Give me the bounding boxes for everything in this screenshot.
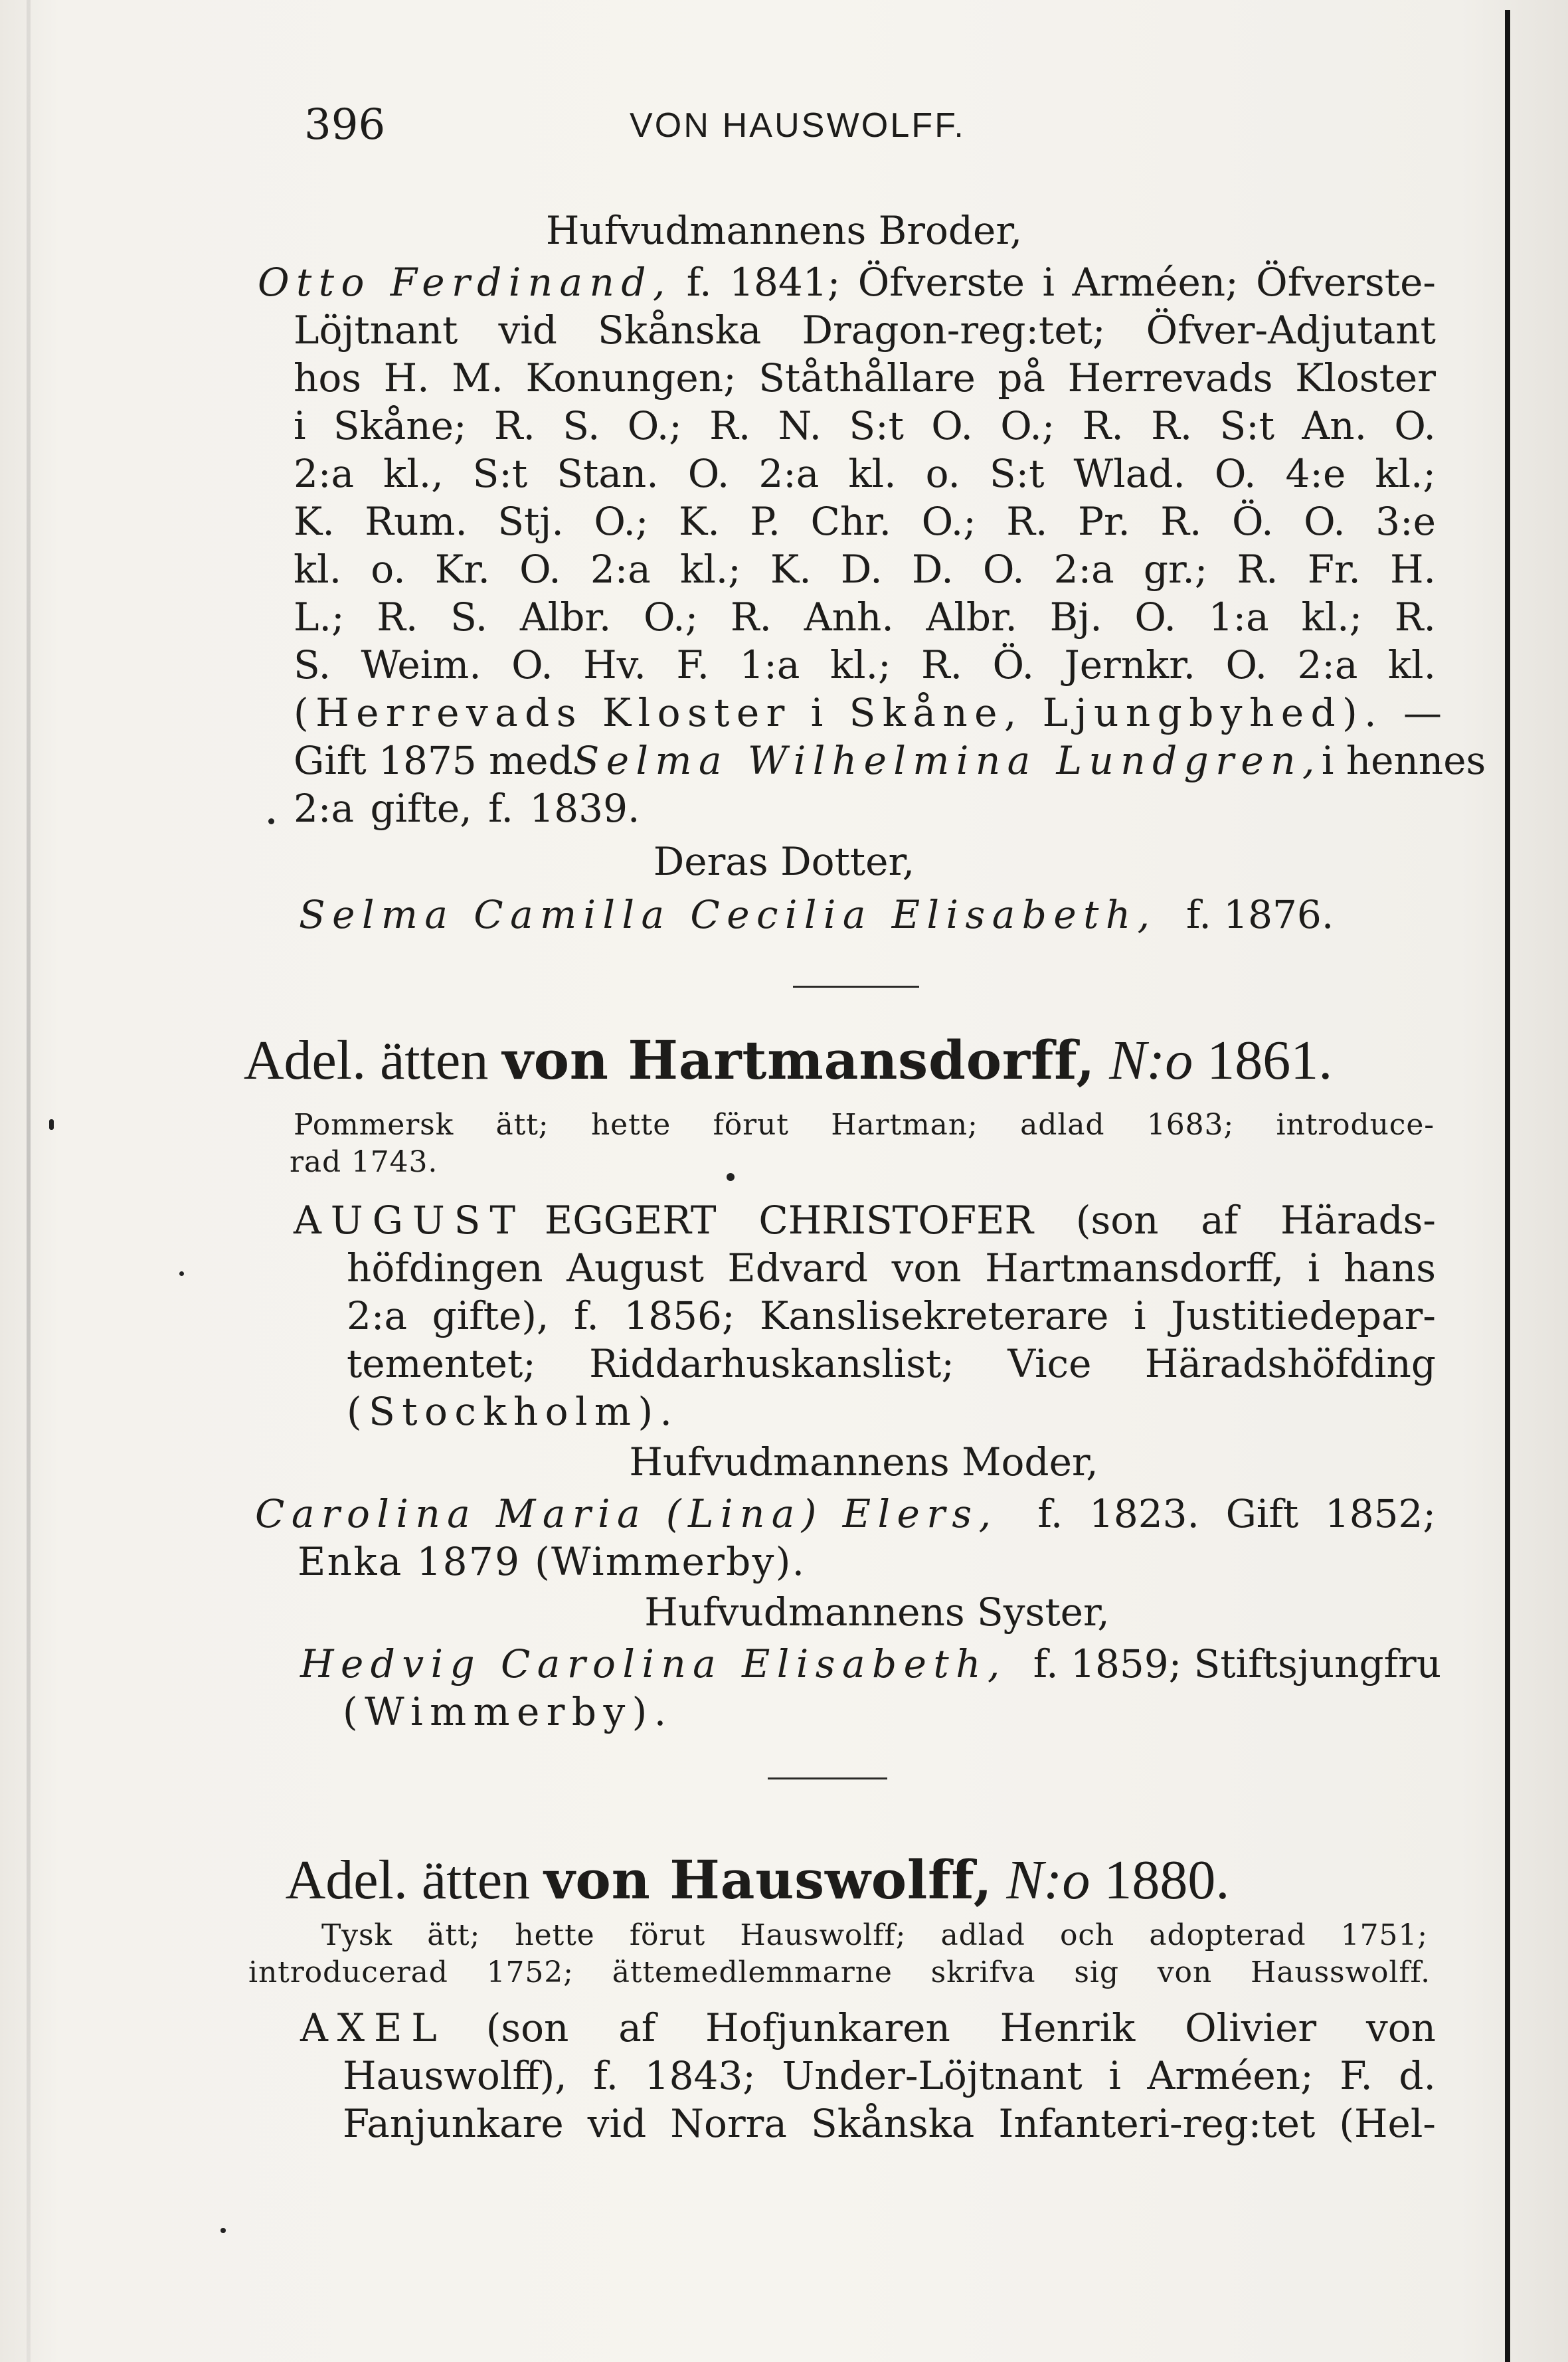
subheading-mother: Hufvudmannens Moder, xyxy=(629,1439,1098,1485)
entry-line: i Skåne; R. S. O.; R. N. S:t O. O.; R. R. S:t An. O. xyxy=(294,403,1436,448)
print-speck xyxy=(727,1173,735,1181)
family-heading-hauswolff: Adel. ätten von Hauswolff, N:o 1880. xyxy=(285,1849,1230,1911)
print-speck xyxy=(268,818,274,824)
subheading-daughter: Deras Dotter, xyxy=(653,839,915,884)
section-divider xyxy=(793,986,919,988)
entry-line: 2:a gifte, f. 1839. xyxy=(294,786,640,831)
entry-line: (Herrevads Kloster i Skåne, Ljungbyhed). — xyxy=(294,690,1442,735)
person-name: Selma Camilla Cecilia Elisabeth, xyxy=(299,892,1157,937)
entry-line: 2:a kl., S:t Stan. O. 2:a kl. o. S:t Wlad. O. 4:e kl.; xyxy=(294,451,1436,496)
entry-line: Fanjunkare vid Norra Skånska Infanteri-reg:tet (Hel- xyxy=(343,2101,1436,2146)
residence: (Stockholm). xyxy=(347,1389,679,1434)
entry-line: AUGUST EGGERT CHRISTOFER (son af Härads- xyxy=(294,1198,1436,1243)
person-name: AXEL xyxy=(300,2005,446,2050)
residence: (Herrevads Kloster i Skåne, Ljungbyhed). xyxy=(294,690,1384,735)
entry-line: Selma Camilla Cecilia Elisabeth, f. 1876. xyxy=(299,892,1334,937)
entry-line: Otto Ferdinand, f. 1841; Öfverste i Arméen; Öfverste- xyxy=(258,260,1436,305)
entry-line: Enka 1879 (Wimmerby). xyxy=(298,1539,806,1584)
subheading-sister: Hufvudmannens Syster, xyxy=(644,1590,1110,1635)
person-name: Hedvig Carolina Elisabeth, xyxy=(300,1641,1007,1686)
running-title: VON HAUSWOLFF. xyxy=(630,106,966,145)
entry-line: L.; R. S. Albr. O.; R. Anh. Albr. Bj. O. 1:a kl.; R. xyxy=(294,594,1436,640)
subheading-brother: Hufvudmannens Broder, xyxy=(545,208,1023,253)
page-shadow-left xyxy=(27,0,31,2362)
person-name: AUGUST xyxy=(294,1198,525,1243)
entry-line: Gift 1875 med Selma Wilhelmina Lundgren, i hennes xyxy=(294,738,1486,783)
family-intro: Pommersk ätt; hette förut Hartman; adlad 1683; introduce- xyxy=(294,1108,1435,1142)
spouse-name: Selma Wilhelmina Lundgren, xyxy=(572,738,1322,783)
section-divider xyxy=(768,1777,887,1779)
person-name: Carolina Maria (Lina) Elers, xyxy=(255,1491,998,1536)
entry-line: höfdingen August Edvard von Hartmansdorff, i hans xyxy=(347,1245,1436,1291)
page-number: 396 xyxy=(304,100,386,149)
residence: (Wimmerby). xyxy=(343,1689,673,1734)
entry-line: tementet; Riddarhuskanslist; Vice Häradshöfding xyxy=(347,1341,1436,1386)
entry-line: Löjtnant vid Skånska Dragon-reg:tet; Öfver-Adjutant xyxy=(294,308,1436,353)
entry-line: K. Rum. Stj. O.; K. P. Chr. O.; R. Pr. R. Ö. O. 3:e xyxy=(294,499,1436,544)
person-name: Otto Ferdinand, xyxy=(258,260,672,305)
family-name: von Hauswolff, xyxy=(544,1849,993,1911)
print-speck xyxy=(220,2228,226,2233)
entry-line: AXEL (son af Hofjunkaren Henrik Olivier von xyxy=(300,2005,1436,2050)
entry-line: Carolina Maria (Lina) Elers, f. 1823. Gift 1852; xyxy=(255,1491,1436,1536)
entry-line: Hedvig Carolina Elisabeth, f. 1859; Stiftsjungfru xyxy=(300,1641,1442,1686)
entry-line: kl. o. Kr. O. 2:a kl.; K. D. D. O. 2:a gr.; R. Fr. H. xyxy=(294,547,1436,592)
family-intro: rad 1743. xyxy=(290,1145,438,1179)
page-edge-right xyxy=(1505,10,1510,2362)
entry-line: S. Weim. O. Hv. F. 1:a kl.; R. Ö. Jernkr. O. 2:a kl. xyxy=(294,642,1436,687)
entry-line: 2:a gifte), f. 1856; Kanslisekreterare i Justitiedepar- xyxy=(347,1293,1436,1338)
family-intro: Tysk ätt; hette förut Hauswolff; adlad och adopterad 1751; xyxy=(321,1918,1428,1952)
family-intro: introducerad 1752; ättemedlemmarne skrifva sig von Hausswolff. xyxy=(248,1955,1431,1989)
family-heading-hartmansdorff: Adel. ätten von Hartmansdorff, N:o 1861. xyxy=(243,1029,1333,1091)
margin-mark xyxy=(49,1119,54,1130)
entry-line: Hauswolff), f. 1843; Under-Löjtnant i Arméen; F. d. xyxy=(343,2053,1436,2098)
margin-mark xyxy=(179,1271,184,1276)
family-name: von Hartmansdorff, xyxy=(502,1029,1096,1091)
entry-line: hos H. M. Konungen; Ståthållare på Herrevads Kloster xyxy=(294,355,1436,401)
